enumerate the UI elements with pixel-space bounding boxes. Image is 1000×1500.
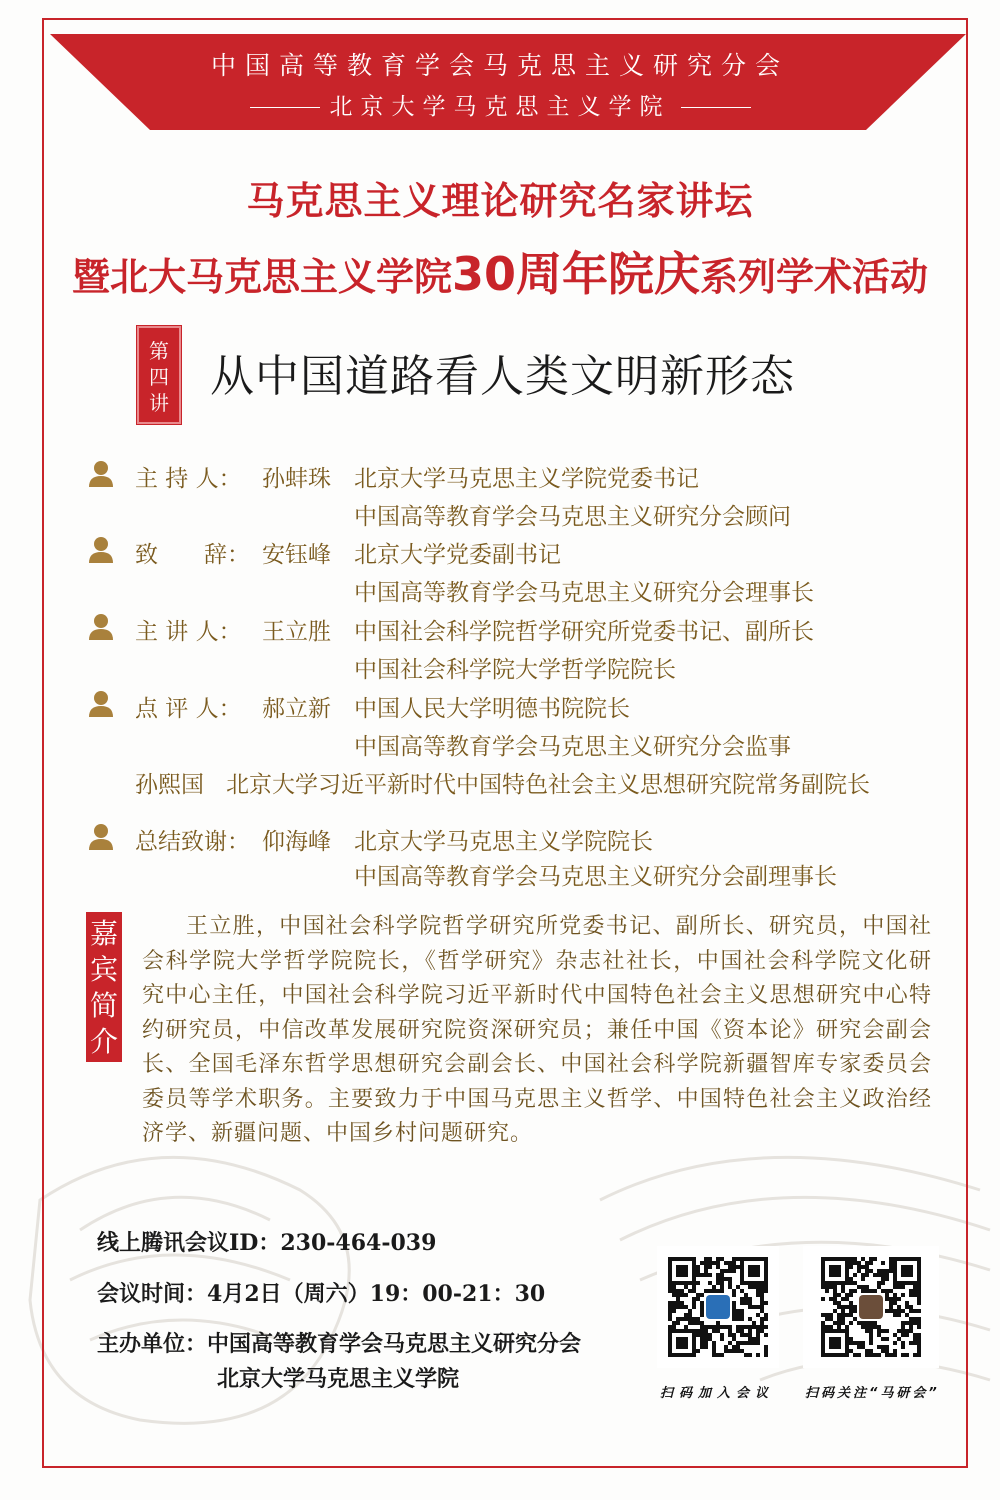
host-line-1: 中国高等教育学会马克思主义研究分会 (207, 1331, 582, 1357)
role-label: 主 持 人： (135, 466, 242, 492)
person-icon (88, 613, 114, 641)
extra-commentator-title: 北京大学习近平新时代中国特色社会主义思想研究院常务副院长 (226, 772, 870, 798)
meeting-id-value: 230-464-039 (280, 1230, 437, 1256)
forum-title: 马克思主义理论研究名家讲坛 (246, 179, 754, 223)
seal-char: 第 (149, 339, 169, 363)
role-name: 郝立新 (262, 696, 331, 722)
meeting-qr-caption: 扫码加入会议 (660, 1386, 775, 1401)
organizer-line-2 (0, 88, 1000, 121)
guest-bio-text: 王立胜，中国社会科学院哲学研究所党委书记、副所长、研究员，中国社会科学院大学哲学院院长，《哲学研究》杂志社社长，中国社会科学院文化研究中心主任，中国社会科学院习近平新时代中国特色社会主义思想研究中心特约研究员，中信改革发展研究院资深研究员；兼任中国《资本论》研究会副会长、全国毛泽东哲学思想研究会副会长、中国社会科学院新疆智库专家委员会委员等学术职务。主要致力于中国马克思主义哲学、中国特色社会主义政治经济学、新疆问题、中国乡村问题研究。 (142, 914, 932, 1146)
role-label: 总结致谢： (135, 829, 250, 855)
role-name: 安钰峰 (262, 542, 331, 568)
role-title: 中国人民大学明德书院院长 (354, 696, 630, 722)
meeting-time-row (97, 1277, 545, 1308)
anniversary-title-pre: 暨北大马克思主义学院 (71, 255, 452, 299)
guest-intro-tag (86, 912, 122, 1062)
follow-qr-code-icon[interactable] (803, 1246, 939, 1368)
role-name: 孙蚌珠 (262, 466, 331, 492)
tag-char: 宾 (89, 953, 118, 986)
role-name: 仰海峰 (262, 829, 331, 855)
anniversary-title-emphasis: 30周年院庆 (451, 247, 700, 301)
organizer-line-1: 中国高等教育学会马克思主义研究分会 (210, 51, 789, 80)
role-title: 中国社会科学院哲学研究所党委书记、副所长 (354, 619, 814, 645)
lecture-topic: 从中国道路看人类文明新形态 (210, 351, 795, 402)
host-line-2: 北京大学马克思主义学院 (217, 1366, 460, 1392)
person-icon (88, 690, 114, 718)
role-title: 北京大学马克思主义学院院长 (354, 829, 653, 855)
seal-char: 讲 (149, 391, 169, 415)
extra-commentator-name: 孙熙国 (135, 772, 204, 798)
organizer-line-2-text: 北京大学马克思主义学院 (329, 94, 671, 120)
person-icon (88, 536, 114, 564)
meeting-id-label: 线上腾讯会议ID： (97, 1230, 281, 1256)
role-title: 中国高等教育学会马克思主义研究分会副理事长 (354, 864, 837, 890)
follow-qr-caption: 扫码关注“马研会” (805, 1386, 940, 1401)
host-row (97, 1327, 581, 1358)
role-title: 中国高等教育学会马克思主义研究分会顾问 (354, 504, 791, 530)
seal-char: 四 (149, 365, 169, 389)
role-title: 中国高等教育学会马克思主义研究分会监事 (354, 734, 791, 760)
meeting-time-value: 4月2日（周六）19：00-21：30 (207, 1281, 546, 1307)
meeting-time-label: 会议时间： (97, 1281, 208, 1307)
person-icon (88, 460, 114, 488)
lecture-number-seal (137, 326, 181, 424)
anniversary-title (0, 238, 1000, 304)
meeting-id-row (97, 1226, 436, 1257)
tag-char: 嘉 (89, 917, 118, 950)
role-title: 中国高等教育学会马克思主义研究分会理事长 (354, 580, 814, 606)
tag-char: 介 (89, 1025, 118, 1058)
person-icon (88, 823, 114, 851)
role-title: 北京大学马克思主义学院党委书记 (354, 466, 699, 492)
role-label: 致 辞： (135, 542, 250, 568)
role-name: 王立胜 (262, 619, 331, 645)
anniversary-title-post: 系列学术活动 (700, 255, 929, 299)
meeting-qr-code-icon[interactable] (657, 1246, 779, 1368)
role-label: 主 讲 人： (135, 619, 242, 645)
role-title: 中国社会科学院大学哲学院院长 (354, 657, 676, 683)
tag-char: 简 (89, 989, 118, 1022)
role-title: 北京大学党委副书记 (354, 542, 561, 568)
role-label: 点 评 人： (135, 696, 242, 722)
host-label: 主办单位： (97, 1331, 208, 1357)
